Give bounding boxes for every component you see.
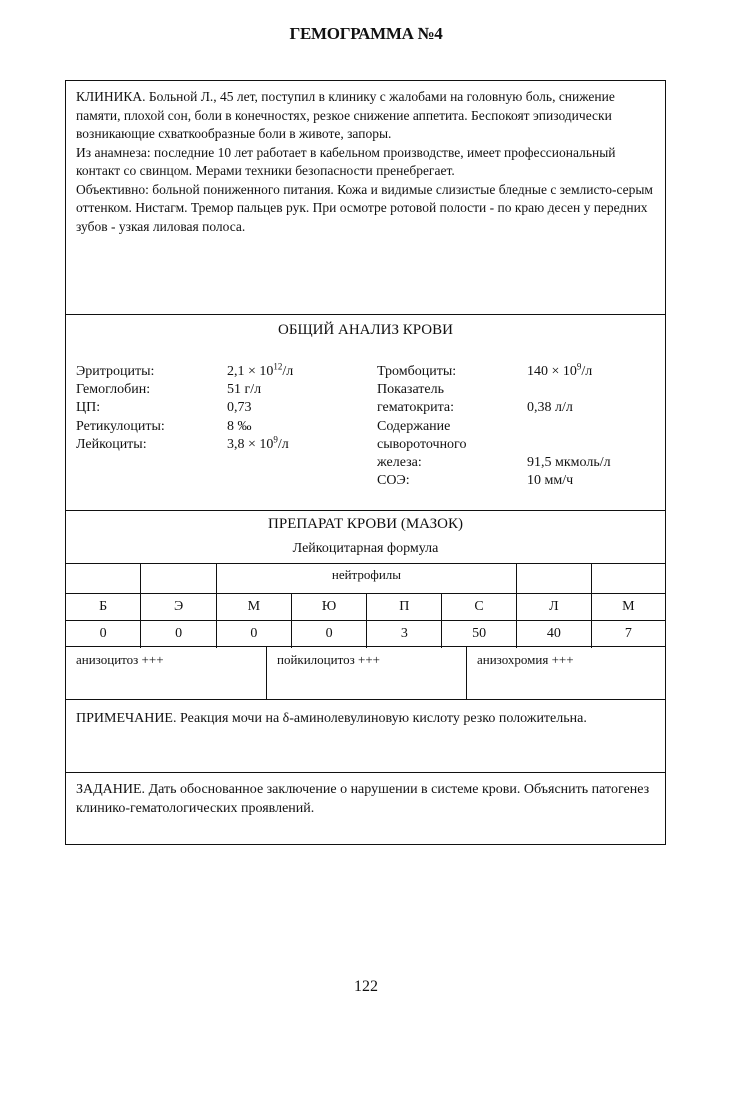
analysis-value-unit: /л: [581, 364, 593, 379]
task-section: [66, 773, 665, 844]
task-heading: ЗАДАНИЕ.: [76, 782, 146, 797]
cell-type-header: Л: [516, 594, 591, 621]
analysis-value: [227, 363, 293, 381]
analysis-value-base: 51 г/л: [227, 382, 262, 398]
analysis-value-exponent: 9: [273, 434, 278, 445]
analysis-row: [76, 418, 366, 436]
analysis-value: [527, 472, 573, 490]
erythrocyte-morphology-section: [66, 647, 665, 700]
cell-type-header: Ю: [291, 594, 367, 621]
clinic-paragraph-1: [76, 88, 657, 144]
analysis-label: железа:: [377, 455, 422, 471]
analysis-label: Содержание: [377, 418, 451, 434]
analysis-heading: ОБЩИЙ АНАЛИЗ КРОВИ: [278, 322, 453, 338]
analysis-value-base: 0,73: [227, 400, 252, 416]
neutrophils-group-label: нейтрофилы: [216, 564, 516, 594]
analysis-label: Показатель: [377, 382, 444, 398]
analysis-label: гематокрита:: [377, 400, 455, 416]
analysis-value-base: 10 мм/ч: [527, 473, 574, 489]
hemogram-sheet: [65, 80, 666, 845]
anisochromia: анизохромия +++: [477, 652, 574, 667]
clinic-complaints: Больной Л., 45 лет, поступил в клинику с жалобами на головную боль, снижение памяти, плохой сон, боли в конечностях, резкое снижение аппетита. Беспокоят эпизодически возникающие схваткообразные боли в животе, запоры.: [76, 89, 615, 141]
cell-type-header: Э: [141, 594, 217, 621]
table-blank-cell: [516, 564, 591, 594]
analysis-value-base: 8 ‰: [227, 418, 252, 434]
clinic-objective: Объективно: больной пониженного питания. Кожа и видимые слизистые бледные с землисто-серым оттенком. Нистагм. Тремор пальцев рук. При осмотре ротовой полости - по краю десен у передних зубов - узкая лиловая полоса.: [76, 181, 653, 234]
note-text: Реакция мочи на δ-аминолевулиновую кислоту резко положительна.: [180, 711, 587, 726]
smear-section: [66, 511, 665, 647]
table-blank-cell: [141, 564, 217, 594]
analysis-label: сывороточного: [377, 436, 467, 452]
leukocyte-formula-table: [66, 563, 665, 648]
page-title: ГЕМОГРАММА №4: [289, 24, 443, 43]
note-heading: ПРИМЕЧАНИЕ.: [76, 711, 177, 726]
analysis-row: [377, 436, 667, 454]
analysis-row: [377, 381, 667, 399]
analysis-label: Лейкоциты:: [76, 436, 147, 452]
analysis-row: [377, 363, 667, 381]
cell-type-header: Б: [66, 594, 141, 621]
cell-type-value: 0: [141, 621, 217, 648]
analysis-left-column: [76, 363, 366, 454]
table-blank-cell: [66, 564, 141, 594]
cell-type-header: П: [367, 594, 442, 621]
analysis-value: [527, 454, 611, 472]
cell-type-value: 7: [591, 621, 665, 648]
analysis-label: Тромбоциты:: [377, 364, 457, 379]
analysis-row: [377, 454, 667, 472]
analysis-label: ЦП:: [76, 400, 101, 416]
smear-heading: ПРЕПАРАТ КРОВИ (МАЗОК): [268, 516, 463, 532]
analysis-value-base: 3,8 × 10: [227, 436, 274, 452]
analysis-row: [76, 436, 366, 454]
page-number: 122: [354, 978, 378, 995]
cell-type-value: 0: [216, 621, 291, 648]
cell-type-header: М: [216, 594, 291, 621]
cell-type-value: 50: [442, 621, 517, 648]
analysis-label: Эритроциты:: [76, 364, 155, 379]
analysis-value: [227, 436, 289, 454]
analysis-label: Гемоглобин:: [76, 382, 151, 398]
analysis-value-exponent: 12: [273, 361, 283, 372]
analysis-value: [527, 363, 592, 381]
analysis-right-column: [377, 363, 667, 490]
analysis-value-unit: /л: [282, 364, 294, 379]
poikilocytosis: пойкилоцитоз +++: [267, 647, 467, 700]
anisocytosis: анизоцитоз +++: [66, 647, 267, 700]
table-blank-cell: [591, 564, 665, 594]
analysis-label: Ретикулоциты:: [76, 418, 165, 434]
blood-analysis-section: [66, 315, 665, 511]
cell-type-value: 40: [516, 621, 591, 648]
analysis-row: [377, 418, 667, 436]
cell-type-value: 0: [291, 621, 367, 648]
cell-type-value: 3: [367, 621, 442, 648]
analysis-label: СОЭ:: [377, 473, 410, 489]
analysis-value-exponent: 9: [576, 361, 582, 372]
cell-type-header: М: [591, 594, 665, 621]
analysis-value: [227, 399, 252, 417]
analysis-row: [76, 363, 366, 381]
analysis-value-unit: /л: [277, 436, 289, 452]
clinic-anamnesis: Из анамнеза: последние 10 лет работает в кабельном производстве, имеет профессиональный контакт со свинцом. Мерами техники безопасности пренебрегает.: [76, 144, 616, 178]
analysis-row: [377, 399, 667, 417]
analysis-value: [227, 381, 261, 399]
clinic-heading: КЛИНИКА.: [76, 89, 146, 104]
analysis-value-base: 2,1 × 10: [227, 364, 274, 379]
analysis-value: [527, 399, 573, 417]
smear-subheading: Лейкоцитарная формула: [292, 541, 439, 556]
analysis-row: [76, 399, 366, 417]
analysis-value-base: 0,38 л/л: [527, 400, 573, 416]
cell-type-value: 0: [66, 621, 141, 648]
note-section: [66, 700, 665, 773]
analysis-value-base: 140 × 10: [527, 364, 577, 379]
analysis-value: [227, 418, 252, 436]
analysis-row: [76, 381, 366, 399]
clinic-section: [66, 81, 665, 315]
cell-type-header: С: [442, 594, 517, 621]
task-text: Дать обоснованное заключение о нарушении в системе крови. Объяснить патогенез клинико-гематологических проявлений.: [76, 782, 650, 816]
analysis-value-base: 91,5 мкмоль/л: [527, 455, 611, 471]
analysis-row: [377, 472, 667, 490]
